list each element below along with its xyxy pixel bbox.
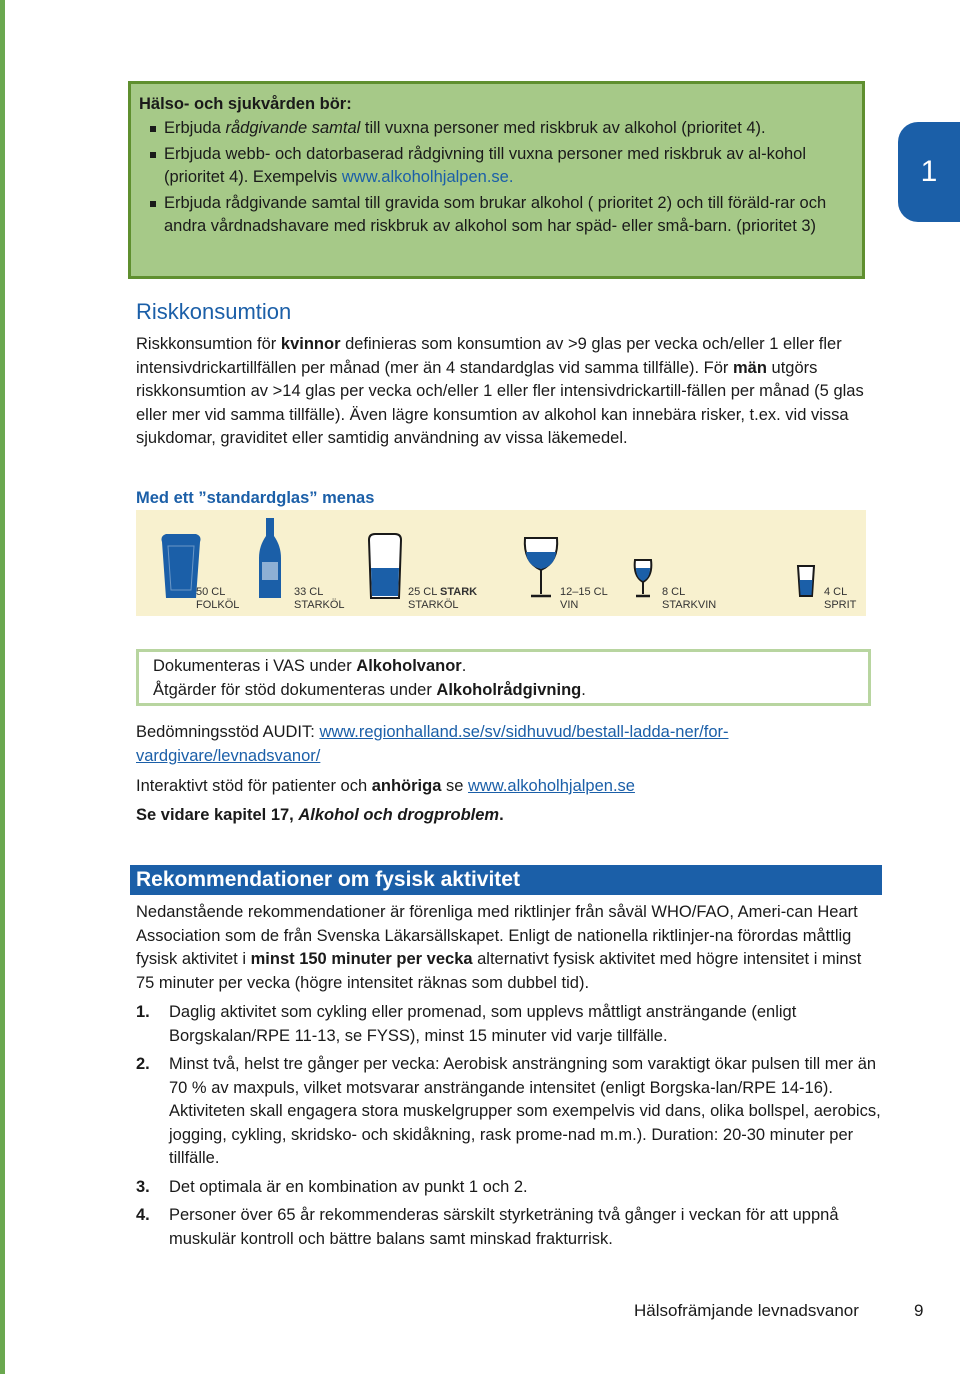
recommendation-heading: Hälso- och sjukvården bör:: [139, 95, 352, 113]
glass-label-stark-starkol: 25 CL STARK STARKÖL: [408, 586, 478, 611]
item-text: .: [508, 168, 514, 186]
item-text: Erbjuda rådgivande samtal till gravida som brukar alkohol ( prioritet 2) och till föräld-rar och andra vårdnadshavare med riskbruk av alkohol som har späd- eller små-barn. (prioritet 3): [164, 193, 827, 235]
glass-label-starkvin: 8 CL STARKVIN: [662, 586, 717, 611]
item-number: 4.: [136, 1206, 150, 1224]
riskkonsumtion-paragraph: [136, 333, 880, 451]
audit-label: Bedömningsstöd AUDIT:: [136, 723, 320, 741]
paragraph-bold: kvinnor: [280, 335, 341, 353]
note-line: Åtgärder för stöd dokumenteras under Alkoholrådgivning.: [153, 680, 586, 699]
glass-label-folkol: 50 CL FOLKÖL: [196, 586, 240, 611]
page-left-rule: [0, 0, 5, 1374]
list-item: [136, 1001, 881, 1048]
item-number: 2.: [136, 1055, 150, 1073]
section-heading: Rekommendationer om fysisk aktivitet: [136, 868, 520, 891]
beer-bottle-icon: [255, 510, 285, 616]
paragraph-text: definieras som konsumtion av >9 glas per vecka och/eller 1 eller fler intensivdrickartillfällen per månad (mer än 4 standardglas vid samma tillfälle). För: [136, 335, 842, 377]
item-text: Erbjuda webb- och datorbaserad rådgivning till vuxna personer med riskbruk av al-kohol (prioritet 4). Exempelvis: [164, 144, 807, 186]
paragraph-text: Riskkonsumtion för: [136, 335, 281, 353]
beer-glass-icon: [363, 510, 407, 616]
item-text: Det optimala är en kombination av punkt 1 och 2.: [169, 1177, 528, 1196]
item-text: Daglig aktivitet som cykling eller promenad, som upplevs måttligt ansträngande (enligt Borgskalan/RPE 11-13, se FYSS), minst 15 minuter vid varje tillfälle.: [169, 1003, 797, 1045]
item-text: till vuxna personer med riskbruk av alkohol (prioritet 4).: [360, 119, 766, 137]
chapter-tab: [898, 122, 960, 222]
standardglas-heading: Med ett ”standardglas” menas: [136, 489, 375, 507]
paragraph-text: utgörs riskkonsumtion av >14 glas per vecka och/eller 1 eller fler intensivdrickartill-fällen per månad (5 glas eller mer vid samma tillfälle). Även lägre konsumtion av alkohol kan innebära risker, t.ex. vid vissa sjukdomar, graviditet eller samtidig användning av vissa läkemedel.: [136, 358, 864, 447]
chapter-number: 1: [920, 155, 938, 188]
documentation-note-box: [136, 649, 871, 706]
section-heading-bar: [130, 865, 882, 895]
note-line: Dokumenteras i VAS under Alkoholvanor.: [153, 657, 467, 675]
footer-title: Hälsofrämjande levnadsvanor: [634, 1301, 859, 1320]
chapter-reference: Se vidare kapitel 17, Alkohol och drogproblem.: [136, 806, 504, 824]
recommendation-list: [139, 117, 850, 239]
audit-reference: [136, 721, 880, 768]
riskkonsumtion-heading: Riskkonsumtion: [136, 299, 292, 324]
page-number: 9: [914, 1301, 924, 1320]
alkoholhjalpen-link[interactable]: www.alkoholhjalpen.se: [468, 777, 635, 795]
item-italic-text: rådgivande samtal: [225, 119, 361, 137]
list-item: [136, 1053, 881, 1171]
item-number: 3.: [136, 1177, 150, 1196]
audit-link[interactable]: www.regionhalland.se/sv/sidhuvud/bestall-ladda-ner/for-vardgivare/levnadsvanor/: [136, 723, 729, 765]
recommendation-numbered-list: [136, 1001, 881, 1256]
standard-glasses-illustration: [136, 510, 866, 616]
list-item: [136, 1204, 881, 1251]
glass-label-starkol: 33 CL STARKÖL: [294, 586, 345, 611]
recommendation-item: [139, 192, 850, 239]
recommendation-box: [128, 81, 865, 279]
alkoholhjalpen-link[interactable]: www.alkoholhjalpen.se: [341, 168, 509, 186]
paragraph-bold: män: [733, 358, 767, 377]
item-text: Erbjuda: [164, 119, 226, 137]
fysisk-intro-paragraph: Nedanstående rekommendationer är förenliga med riktlinjer från såväl WHO/FAO, Ameri-can Heart Association som de från Svenska Läkarsällskapet. Enligt de nationella riktlinjer-na förordas måttlig fysisk aktivitet i minst 150 minuter per vecka alternativt fysisk aktivitet med högre intensitet i minst 75 minuter per vecka (högre intensitet räknas som dubbel tid).: [136, 903, 862, 992]
item-text: Personer över 65 år rekommenderas särskilt styrketräning två gånger i veckan för att uppnå muskulär kontroll och bättre balans samt minskad frakturrisk.: [169, 1206, 839, 1248]
item-number: 1.: [136, 1003, 150, 1021]
fortified-wine-glass-icon: [629, 510, 657, 616]
interactive-support: Interaktivt stöd för patienter och anhöriga se www.alkoholhjalpen.se: [136, 777, 635, 795]
shot-glass-icon: [792, 510, 820, 616]
item-text: Minst två, helst tre gånger per vecka: Aerobisk ansträngning som varaktigt ökar pulsen till mer än 70 % av maxpuls, vilket motsvarar ansträngande intensitet (enligt Borgska-lan/RPE 14-16). Aktiviteten skall engagera stora muskelgrupper som exempelvis vid dans, olika bollspel, aerobics, jogging, cykling, skridsko- och skidåkning, rask prome-nad m.m.). Duration: 20-30 minuter per tillfälle.: [169, 1055, 881, 1167]
glass-label-sprit: 4 CL SPRIT: [824, 586, 857, 611]
glass-label-vin: 12–15 CL VIN: [560, 586, 608, 611]
list-item: [136, 1176, 881, 1200]
recommendation-item: [139, 143, 850, 190]
wine-glass-icon: [519, 510, 563, 616]
recommendation-item: [139, 117, 850, 141]
